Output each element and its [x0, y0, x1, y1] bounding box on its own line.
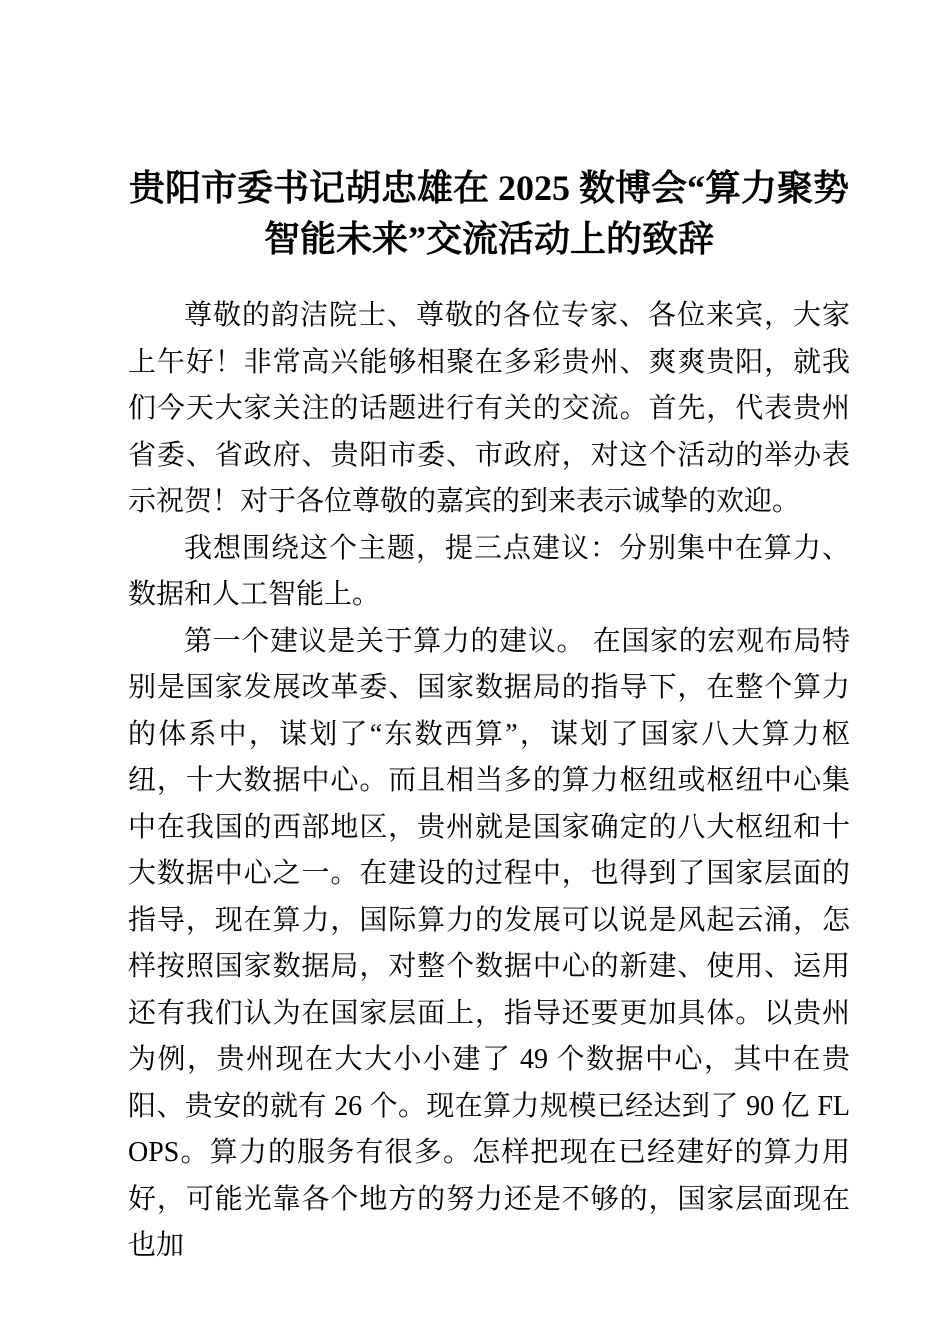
document-body	[128, 293, 850, 1270]
paragraph-first-suggestion: 第一个建议是关于算力的建议。 在国家的宏观布局特别是国家发展改革委、国家数据局的指导下，在整个算力的体系中，谋划了“东数西算”，谋划了国家八大算力枢纽，十大数据中心。而且相当多的算力枢纽或枢纽中心集中在我国的西部地区，贵州就是国家确定的八大枢纽和十大数据中心之一。在建设的过程中，也得到了国家层面的指导，现在算力，国际算力的发展可以说是风起云涌，怎样按照国家数据局，对整个数据中心的新建、使用、运用还有我们认为在国家层面上，指导还要更加具体。以贵州为例，贵州现在大大小小建了 49 个数据中心，其中在贵阳、贵安的就有 26 个。现在算力规模已经达到了 90 亿 FLOPS。算力的服务有很多。怎样把现在已经建好的算力用好，可能光靠各个地方的努力还是不够的，国家层面现在也加	[128, 625, 850, 1262]
paragraph-greeting: 尊敬的韵洁院士、尊敬的各位专家、各位来宾，大家上午好！非常高兴能够相聚在多彩贵州、爽爽贵阳，就我们今天大家关注的话题进行有关的交流。首先，代表贵州省委、省政府、贵阳市委、市政府，对这个活动的举办表示祝贺！对于各位尊敬的嘉宾的到来表示诚挚的欢迎。	[128, 300, 850, 518]
document-title: 贵阳市委书记胡忠雄在 2025 数博会“算力聚势智能未来”交流活动上的致辞	[128, 168, 849, 260]
paragraph-topic-overview: 我想围绕这个主题，提三点建议：分别集中在算力、数据和人工智能上。	[128, 532, 850, 611]
